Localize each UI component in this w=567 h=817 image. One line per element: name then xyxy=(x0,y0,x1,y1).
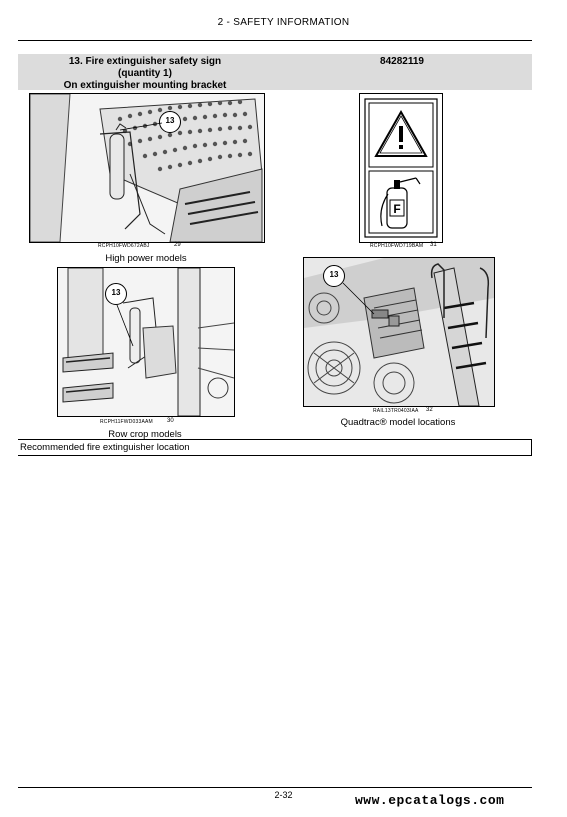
callout-number: 13 xyxy=(329,270,339,279)
figure-code: RCPH10FWD719BAM xyxy=(370,243,424,249)
table-bottom-border xyxy=(18,455,532,456)
figure-number: 29 xyxy=(174,242,181,248)
figure-caption: High power models xyxy=(105,253,187,264)
callout-number: 13 xyxy=(111,288,121,297)
site-watermark: www.epcatalogs.com xyxy=(355,793,505,808)
callout-leader-line xyxy=(342,282,376,316)
callout-number: 13 xyxy=(165,116,175,125)
recommended-location-caption: Recommended fire extinguisher location xyxy=(20,442,190,453)
header-divider xyxy=(18,40,532,41)
page-number: 2-32 xyxy=(274,790,293,800)
figure-number: 31 xyxy=(430,242,437,248)
figure-caption: Quadtrac® model locations xyxy=(340,417,456,428)
sign-title: 13. Fire extinguisher safety sign xyxy=(68,56,222,67)
figure-code: RCPH10FWD672ABJ xyxy=(98,243,150,249)
callout-leader-line xyxy=(115,304,135,348)
callout-leader-line xyxy=(118,120,163,132)
figure-number: 32 xyxy=(426,407,433,413)
figure-code: RAIL13TR0403IAA xyxy=(373,408,419,414)
figure-number: 30 xyxy=(167,418,174,424)
sign-title-block xyxy=(18,56,272,92)
part-number: 84282119 xyxy=(380,56,424,67)
footer-divider xyxy=(18,787,532,788)
figure-safety-sign xyxy=(359,93,443,243)
figure-row-crop-illustration xyxy=(57,267,235,417)
page-header-title: 2 - SAFETY INFORMATION xyxy=(217,17,350,28)
figure-caption: Row crop models xyxy=(108,429,182,440)
svg-text:F: F xyxy=(393,202,401,216)
figure-code: RCPH11FWD033AAM xyxy=(100,419,153,425)
sign-quantity: (quantity 1) xyxy=(118,68,172,79)
table-right-border xyxy=(531,439,532,456)
sign-location: On extinguisher mounting bracket xyxy=(63,80,227,91)
figure-high-power-illustration xyxy=(29,93,265,243)
table-row-divider xyxy=(18,439,532,440)
